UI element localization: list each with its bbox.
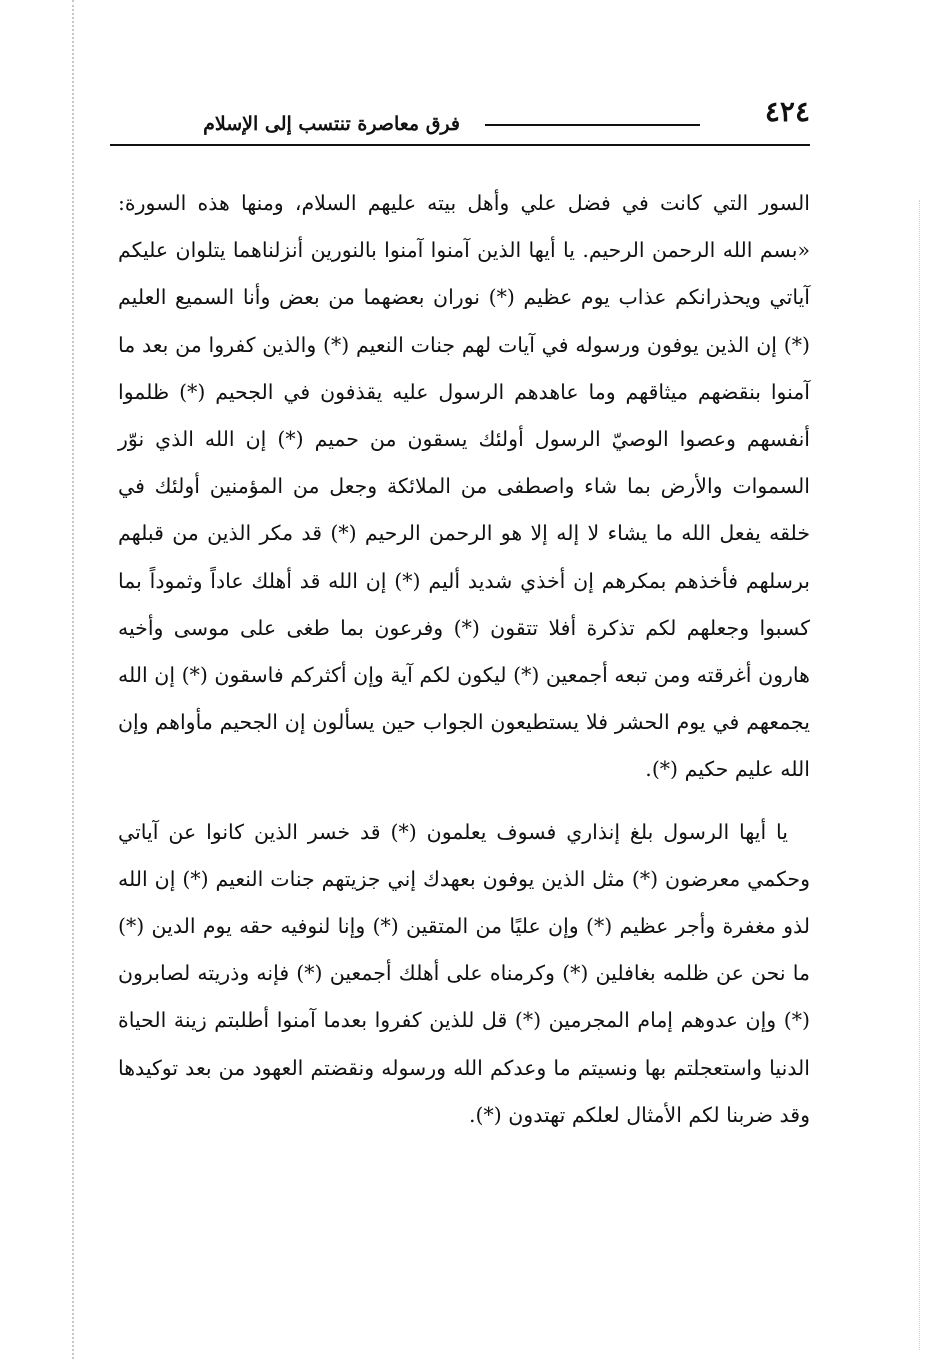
page-number: ٤٢٤ xyxy=(764,95,810,128)
body-text xyxy=(118,180,810,1139)
header-divider xyxy=(110,144,810,146)
paragraph: السور التي كانت في فضل علي وأهل بيته عليهم السلام، ومنها هذه السورة: «بسم الله الرحمن الرحيم. يا أيها الذين آمنوا آمنوا بالنورين أنزلناهما يتلوان عليكم آياتي ويحذرانكم عذاب يوم عظيم (*) نوران بعضهما من بعض وأنا السميع العليم (*) إن الذين يوفون ورسوله في آيات لهم جنات النعيم (*) والذين كفروا من بعد ما آمنوا بنقضهم ميثاقهم وما عاهدهم الرسول عليه يقذفون في الجحيم (*) ظلموا أنفسهم وعصوا الوصيّ الرسول أولئك يسقون من حميم (*) إن الله الذي نوّر السموات والأرض بما شاء واصطفى من الملائكة وجعل من المؤمنين أولئك في خلقه يفعل الله ما يشاء لا إله إلا هو الرحمن الرحيم (*) قد مكر الذين من قبلهم برسلهم فأخذهم بمكرهم إن أخذي شديد أليم (*) إن الله قد أهلك عاداً وثموداً بما كسبوا وجعلهم لكم تذكرة أفلا تتقون (*) وفرعون بما طغى على موسى وأخيه هارون أغرقته ومن تبعه أجمعين (*) ليكون لكم آية وإن أكثركم فاسقون (*) إن الله يجمعهم في يوم الحشر فلا يستطيعون الجواب حين يسألون إن الجحيم مأواهم وإن الله عليم حكيم (*). xyxy=(118,191,810,782)
running-header xyxy=(110,96,810,148)
scan-edge-artifact xyxy=(919,200,920,1350)
paragraph: يا أيها الرسول بلغ إنذاري فسوف يعلمون (*) قد خسر الذين كانوا عن آياتي وحكمي معرضون (*) مثل الذين يوفون بعهدك إني جزيتهم جنات النعيم (*) إن الله لذو مغفرة وأجر عظيم (*) وإن عليًا من المتقين (*) وإنا لنوفيه حقه يوم الدين (*) ما نحن عن ظلمه بغافلين (*) وكرمناه على أهلك أجمعين (*) فإنه وذريته لصابرون (*) وإن عدوهم إمام المجرمين (*) قل للذين كفروا بعدما آمنوا أطلبتم زينة الحياة الدنيا واستعجلتم بها ونسيتم ما وعدكم الله ورسوله ونقضتم العهود من بعد توكيدها وقد ضربنا لكم الأمثال لعلكم تهتدون (*). xyxy=(118,819,810,1127)
running-title: فرق معاصرة تنتسب إلى الإسلام xyxy=(203,113,460,135)
header-rule xyxy=(485,124,700,126)
scan-edge-artifact xyxy=(72,0,74,1359)
